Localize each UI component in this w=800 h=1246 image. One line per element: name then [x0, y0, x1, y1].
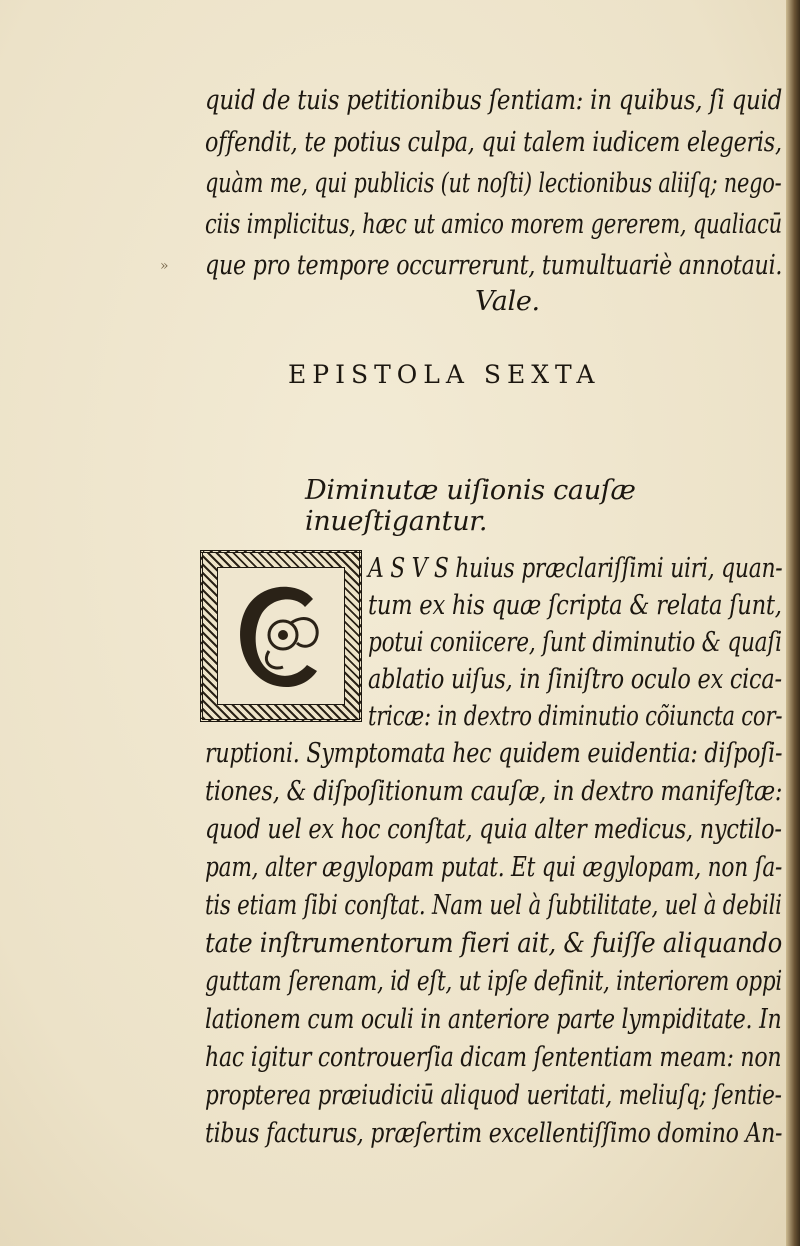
decorated-initial: [200, 550, 362, 722]
initial-text-line: A S V S huius præclariſſimi uiri, quan-: [368, 553, 783, 584]
body-line: propterea præiudiciū aliquod ueritati, meliuſq; ſentie-: [205, 1080, 782, 1111]
body-line: pam, alter ægylopam putat. Et qui ægylopam, non ſa-: [205, 852, 783, 883]
ornamental-initial-c-icon: [221, 571, 341, 701]
text-line: quid de tuis petitionibus ſentiam: in quibus, ſi quid: [205, 85, 783, 116]
margin-mark: »: [160, 258, 169, 274]
closing-vale: Vale.: [475, 286, 540, 317]
book-spine: [786, 0, 800, 1246]
initial-text-line: potui coniicere, ſunt diminutio & quaſi: [368, 627, 782, 658]
epistle-heading: EPISTOLA SEXTA: [288, 360, 601, 389]
body-line: guttam ſerenam, id eſt, ut ipſe definit, interiorem oppi: [205, 966, 783, 997]
text-line: offendit, te potius culpa, qui talem iudicem elegeris,: [205, 127, 782, 158]
body-line: hac igitur controuerſia dicam ſententiam meam: non: [205, 1042, 782, 1073]
body-line: quod uel ex hoc conſtat, quia alter medicus, nyctilo-: [205, 814, 782, 845]
body-line: tis etiam ſibi conſtat. Nam uel à ſubtilitate, uel à debili: [205, 890, 782, 921]
initial-text-line: ablatio uiſus, in ſiniſtro oculo ex cica-: [368, 664, 782, 695]
body-line: lationem cum oculi in anteriore parte lympiditate. In: [205, 1004, 782, 1035]
text-line: ciis implicitus, hæc ut amico morem gererem, qualiacū: [205, 209, 782, 240]
initial-letter-frame: [217, 567, 345, 705]
body-line: tate inſtrumentorum fieri ait, & fuiſſe aliquando: [205, 928, 782, 959]
text-line: que pro tempore occurrerunt, tumultuariè annotaui.: [205, 250, 783, 281]
body-line: ruptioni. Symptomata hec quidem euidentia: diſpoſi-: [205, 738, 783, 769]
initial-text-line: tum ex his quæ ſcripta & relata ſunt,: [368, 590, 782, 621]
initial-text-line: tricæ: in dextro diminutio cõiuncta cor-: [368, 701, 783, 732]
body-line: tiones, & diſpoſitionum cauſæ, in dextro manifeſtæ:: [205, 776, 783, 807]
text-line: quàm me, qui publicis (ut noſti) lectionibus aliiſq; nego-: [205, 168, 782, 199]
epistle-subheading: Diminutæ uiſionis cauſæ inueſtigantur.: [305, 475, 636, 537]
body-line: tibus facturus, præſertim excellentiſſimo domino An-: [205, 1118, 783, 1149]
